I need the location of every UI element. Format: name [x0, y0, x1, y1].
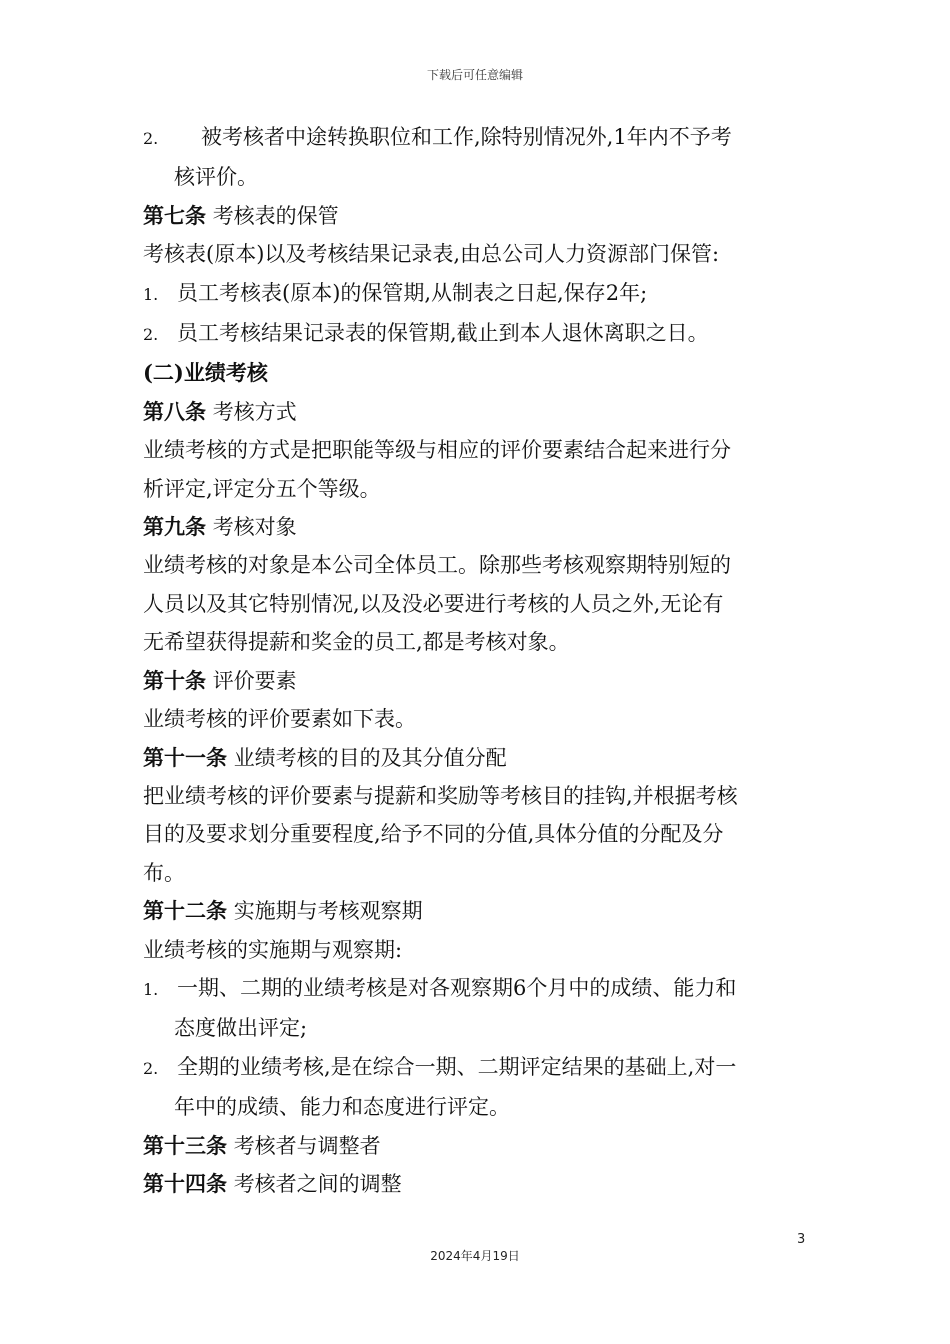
paragraph-line: 业绩考核的实施期与观察期:: [143, 937, 403, 962]
page-number: 3: [797, 1232, 806, 1247]
article-heading: [143, 393, 808, 431]
paragraph-text: 员工考核结果记录表的保管期,截止到本人退休离职之日。: [177, 321, 709, 346]
article-title: 考核对象: [212, 515, 297, 540]
list-number: 1.: [143, 979, 159, 999]
paragraph-line: 考核表(原本)以及考核结果记录表,由总公司人力资源部门保管:: [143, 242, 720, 267]
paragraph-line: 年中的成绩、能力和态度进行评定。: [174, 1095, 510, 1120]
article-title: 实施期与考核观察期: [233, 899, 423, 924]
article-heading: [143, 508, 808, 546]
page-footer-date: 2024年4月19日: [430, 1249, 520, 1263]
list-item: [143, 314, 808, 354]
article-heading: [143, 1127, 808, 1165]
article-number: 第十二条: [143, 898, 227, 924]
paragraph-line: 人员以及其它特别情况,以及没必要进行考核的人员之外,无论有: [143, 591, 724, 616]
article-title: 考核者与调整者: [233, 1133, 381, 1158]
list-number: 1.: [143, 284, 159, 304]
paragraph-line: 态度做出评定;: [174, 1016, 308, 1041]
paragraph-line: 业绩考核的方式是把职能等级与相应的评价要素结合起来进行分: [143, 438, 731, 463]
article-title: 考核者之间的调整: [233, 1171, 402, 1196]
paragraph-line: 析评定,评定分五个等级。: [143, 476, 381, 501]
list-item: [143, 1048, 808, 1088]
article-title: 评价要素: [212, 668, 297, 693]
list-item: [143, 969, 808, 1009]
article-title: 考核表的保管: [212, 203, 339, 228]
paragraph-line: 核评价。: [174, 165, 258, 190]
article-heading: [143, 197, 808, 235]
article-number: 第十三条: [143, 1132, 227, 1158]
article-number: 第十条: [143, 667, 206, 693]
paragraph-line: 无希望获得提薪和奖金的员工,都是考核对象。: [143, 630, 570, 655]
article-title: 业绩考核的目的及其分值分配: [233, 745, 507, 770]
paragraph-text: 员工考核表(原本)的保管期,从制表之日起,保存2年;: [177, 280, 648, 305]
paragraph-line: 业绩考核的对象是本公司全体员工。除那些考核观察期特别短的: [143, 553, 731, 578]
article-number: 第七条: [143, 202, 206, 228]
list-number: 2.: [143, 129, 159, 148]
article-number: 第八条: [143, 398, 206, 424]
paragraph-line: 把业绩考核的评价要素与提薪和奖励等考核目的挂钩,并根据考核: [143, 783, 738, 808]
list-number: 2.: [143, 1058, 159, 1078]
article-heading: [143, 892, 808, 930]
article-number: 第十一条: [143, 744, 227, 770]
article-heading: [143, 662, 808, 700]
section-heading: (二)业绩考核: [143, 360, 268, 386]
paragraph-line: 目的及要求划分重要程度,给予不同的分值,具体分值的分配及分: [143, 822, 724, 847]
article-title: 考核方式: [212, 399, 297, 424]
paragraph-line: 布。: [143, 860, 185, 885]
paragraph-line: 业绩考核的评价要素如下表。: [143, 707, 416, 732]
list-item: [143, 118, 808, 158]
paragraph-text: 全期的业绩考核,是在综合一期、二期评定结果的基础上,对一: [177, 1054, 737, 1079]
page-header: 下载后可任意编辑: [426, 68, 523, 82]
document-body: [143, 118, 808, 1203]
article-heading: [143, 739, 808, 777]
list-number: 2.: [143, 325, 159, 345]
list-item: [143, 274, 808, 314]
article-number: 第九条: [143, 514, 206, 540]
article-number: 第十四条: [143, 1170, 227, 1196]
article-heading: [143, 1165, 808, 1203]
paragraph-text: 被考核者中途转换职位和工作,除特别情况外,1年内不予考: [201, 125, 732, 149]
paragraph-text: 一期、二期的业绩考核是对各观察期6个月中的成绩、能力和: [177, 975, 737, 1000]
